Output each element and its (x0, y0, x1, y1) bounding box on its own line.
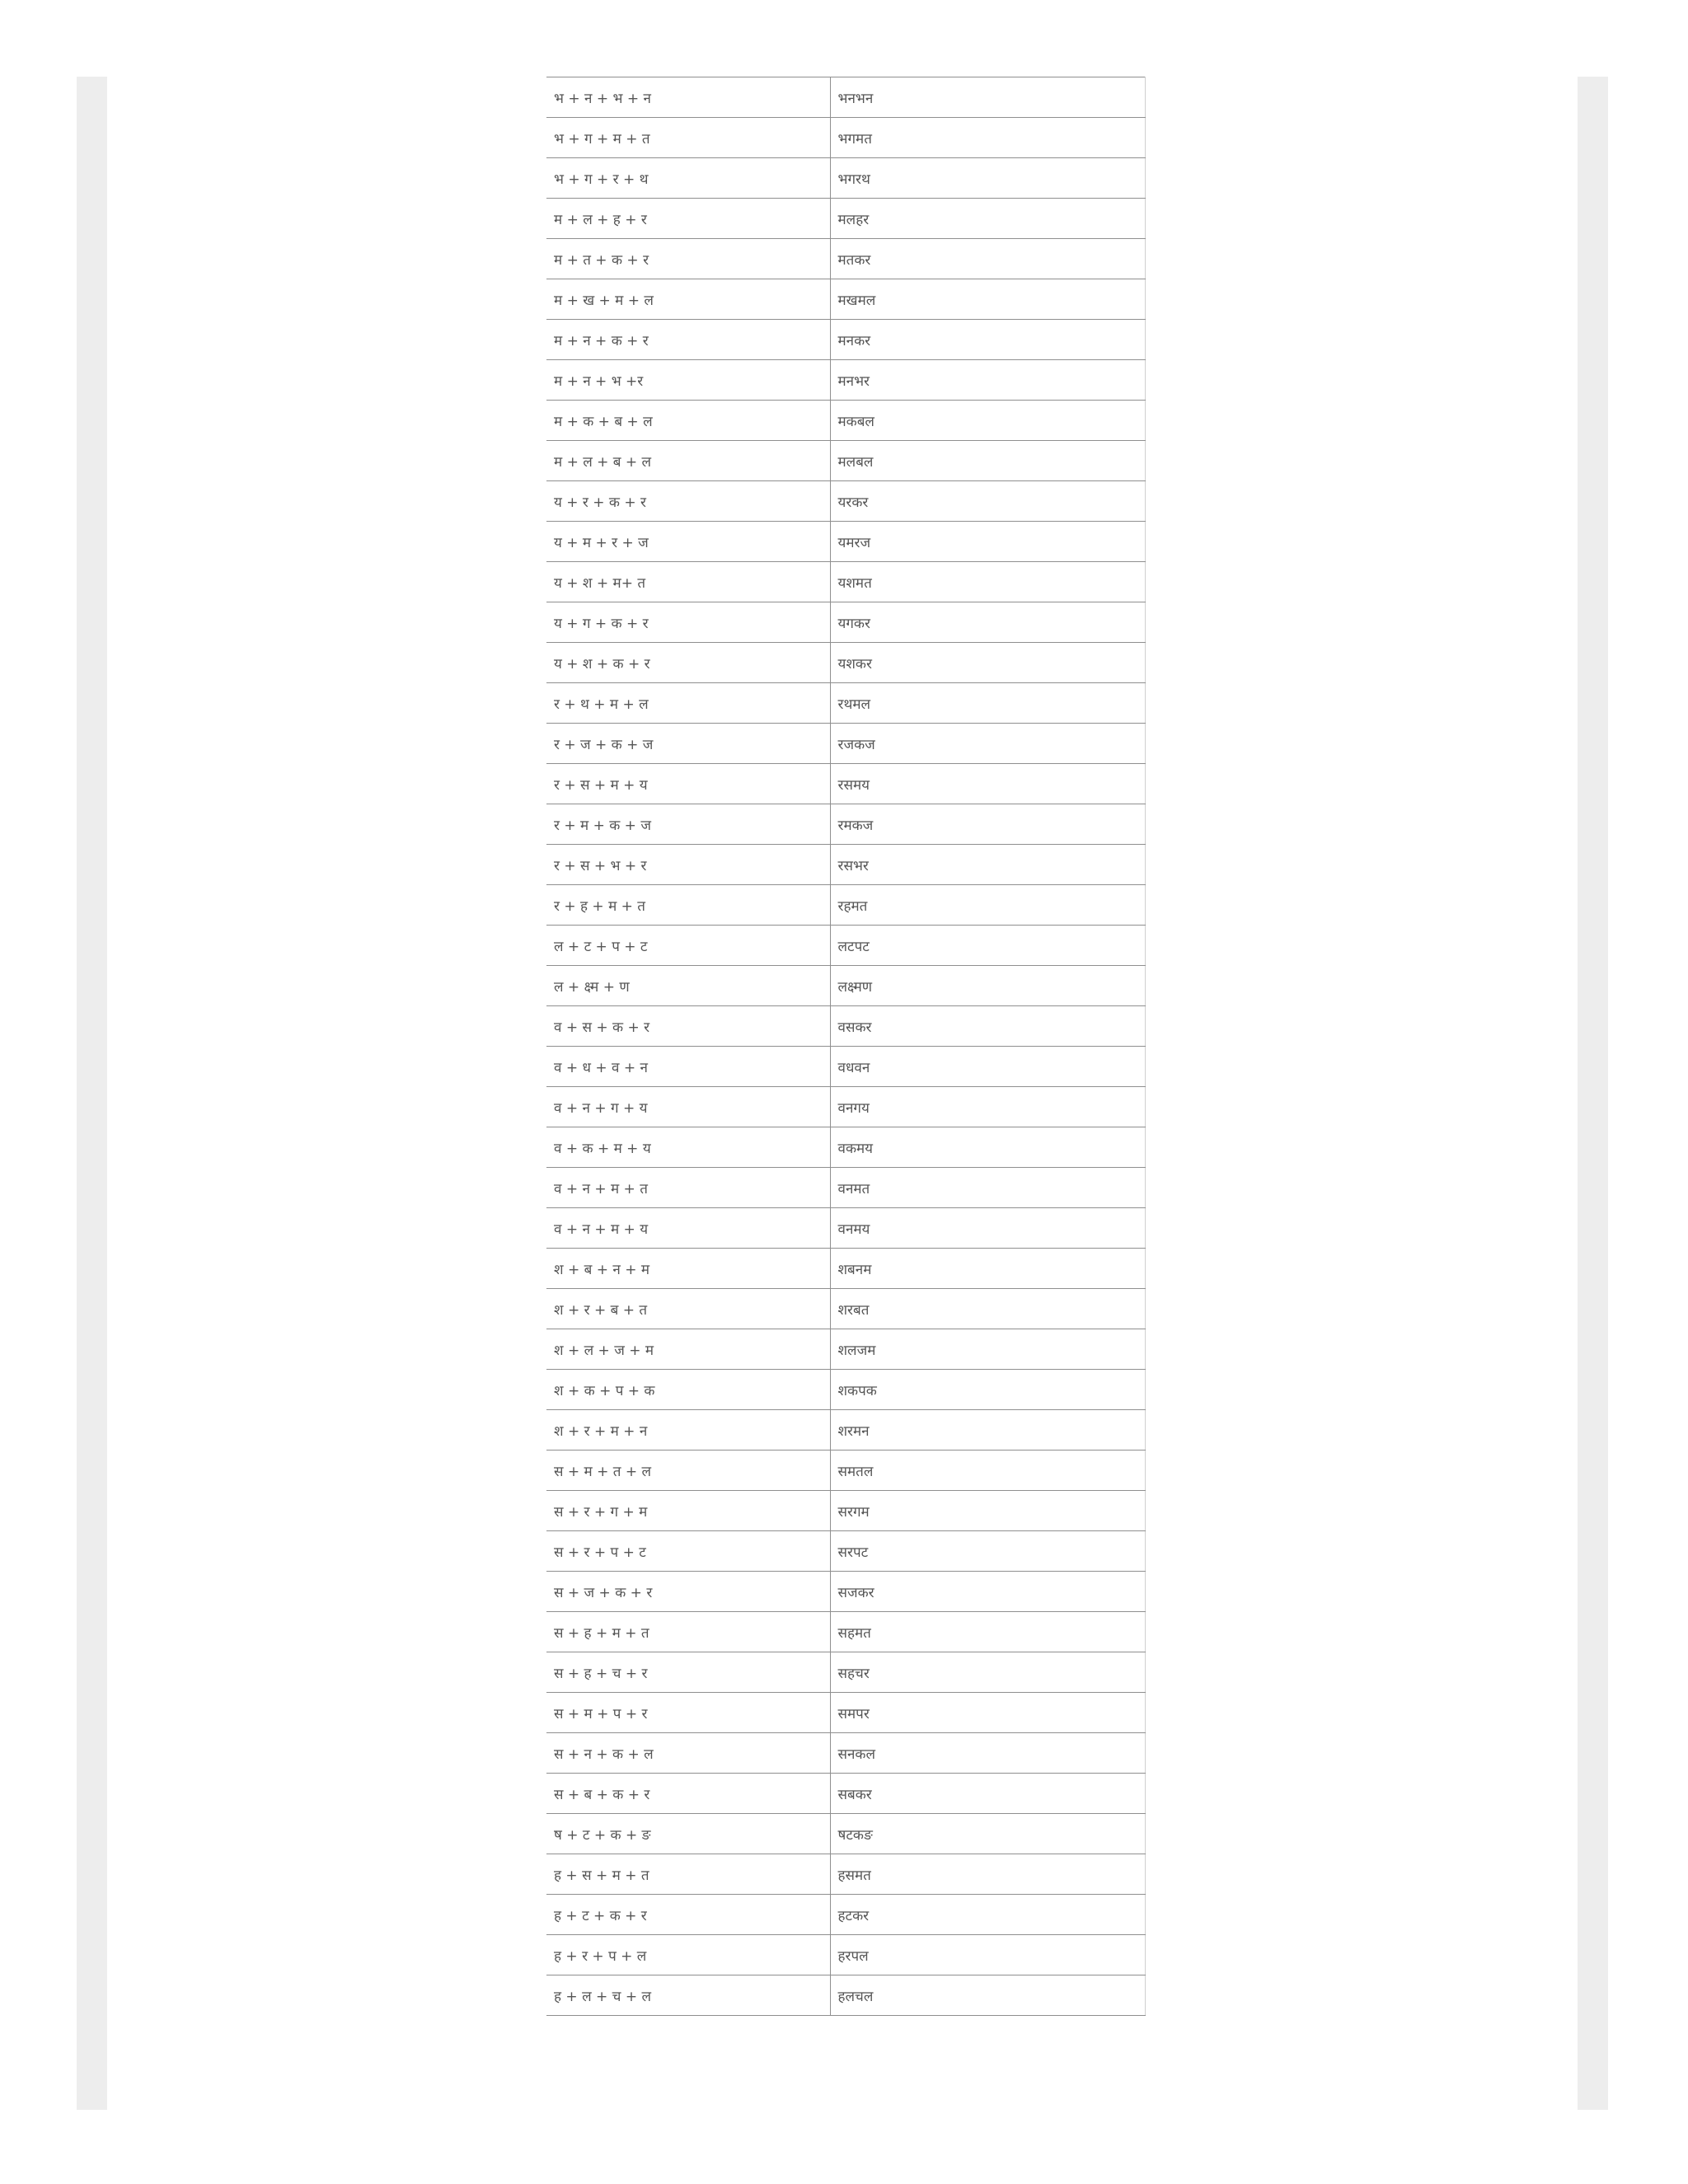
letter-combination-cell: ह + र + प + ल (546, 1935, 830, 1975)
table-row (546, 360, 1145, 401)
letter-combination-cell: र + थ + म + ल (546, 683, 830, 724)
word-cell: सहचर (830, 1652, 1145, 1693)
letter-combination-cell: भ + न + भ + न (546, 77, 830, 118)
letter-combination-cell: ह + स + म + त (546, 1854, 830, 1895)
word-cell: वकमय (830, 1127, 1145, 1168)
word-cell: हलचल (830, 1975, 1145, 2016)
letter-combination-cell: स + ह + म + त (546, 1612, 830, 1652)
word-cell: यशकर (830, 643, 1145, 683)
letter-combination-cell: व + न + म + य (546, 1208, 830, 1249)
table-row (546, 562, 1145, 602)
word-cell: रसभर (830, 845, 1145, 885)
table-row (546, 885, 1145, 926)
table-row (546, 764, 1145, 804)
table-row (546, 1693, 1145, 1733)
word-cell: शकपक (830, 1370, 1145, 1410)
word-cell: शरबत (830, 1289, 1145, 1329)
table-row (546, 1652, 1145, 1693)
letter-combination-cell: स + ह + च + र (546, 1652, 830, 1693)
table-row (546, 239, 1145, 279)
table-row (546, 522, 1145, 562)
word-cell: मखमल (830, 279, 1145, 320)
right-margin-bar (1578, 77, 1608, 2110)
word-cell: मकबल (830, 401, 1145, 441)
letter-combination-cell: व + न + म + त (546, 1168, 830, 1208)
table-row (546, 1047, 1145, 1087)
table-row (546, 1491, 1145, 1531)
table-row (546, 1935, 1145, 1975)
word-cell: यगकर (830, 602, 1145, 643)
letter-combination-cell: म + न + क + र (546, 320, 830, 360)
letter-combination-cell: य + ग + क + र (546, 602, 830, 643)
word-cell: सहमत (830, 1612, 1145, 1652)
table-row (546, 1329, 1145, 1370)
table-row (546, 320, 1145, 360)
table-row (546, 441, 1145, 481)
letter-combination-cell: र + ह + म + त (546, 885, 830, 926)
word-cell: सनकल (830, 1733, 1145, 1774)
word-cell: यरकर (830, 481, 1145, 522)
table-row (546, 1410, 1145, 1451)
letter-combination-cell: र + स + भ + र (546, 845, 830, 885)
word-cell: यशमत (830, 562, 1145, 602)
word-cell: यमरज (830, 522, 1145, 562)
word-cell: मलबल (830, 441, 1145, 481)
word-cell: वधवन (830, 1047, 1145, 1087)
word-cell: रसमय (830, 764, 1145, 804)
letter-combination-cell: श + ल + ज + म (546, 1329, 830, 1370)
letter-combination-cell: भ + ग + म + त (546, 118, 830, 158)
table-row (546, 1814, 1145, 1854)
letter-combination-cell: श + र + म + न (546, 1410, 830, 1451)
word-cell: हटकर (830, 1895, 1145, 1935)
letter-combination-cell: स + ब + क + र (546, 1774, 830, 1814)
word-cell: लटपट (830, 926, 1145, 966)
word-cell: भगरथ (830, 158, 1145, 199)
letter-combination-cell: र + ज + क + ज (546, 724, 830, 764)
table-row (546, 1249, 1145, 1289)
table-row (546, 77, 1145, 118)
left-margin-bar (77, 77, 107, 2110)
table-row (546, 401, 1145, 441)
letter-combination-cell: व + ध + व + न (546, 1047, 830, 1087)
table-row (546, 481, 1145, 522)
table-row (546, 1127, 1145, 1168)
word-cell: शबनम (830, 1249, 1145, 1289)
letter-combination-cell: स + न + क + ल (546, 1733, 830, 1774)
letter-combination-cell: स + र + प + ट (546, 1531, 830, 1572)
letter-combination-cell: ह + ट + क + र (546, 1895, 830, 1935)
letter-combination-cell: म + न + भ +र (546, 360, 830, 401)
letter-combination-cell: स + ज + क + र (546, 1572, 830, 1612)
word-cell: मलहर (830, 199, 1145, 239)
table-row (546, 1006, 1145, 1047)
letter-combination-cell: म + ल + ह + र (546, 199, 830, 239)
word-cell: शरमन (830, 1410, 1145, 1451)
word-cell: वनमय (830, 1208, 1145, 1249)
word-cell: सरगम (830, 1491, 1145, 1531)
table-row (546, 1531, 1145, 1572)
word-cell: षटकङ (830, 1814, 1145, 1854)
table-row (546, 643, 1145, 683)
table-row (546, 1087, 1145, 1127)
table-row (546, 926, 1145, 966)
word-cell: मनभर (830, 360, 1145, 401)
table-row (546, 1854, 1145, 1895)
letter-combination-cell: य + र + क + र (546, 481, 830, 522)
table-row (546, 118, 1145, 158)
word-cell: समतल (830, 1451, 1145, 1491)
letter-combination-cell: र + स + म + य (546, 764, 830, 804)
letter-combination-cell: श + क + प + क (546, 1370, 830, 1410)
table-row (546, 1451, 1145, 1491)
letter-combination-cell: य + म + र + ज (546, 522, 830, 562)
table-row (546, 724, 1145, 764)
word-cell: मतकर (830, 239, 1145, 279)
word-cell: शलजम (830, 1329, 1145, 1370)
table-row (546, 602, 1145, 643)
word-cell: लक्ष्मण (830, 966, 1145, 1006)
letter-combination-cell: श + ब + न + म (546, 1249, 830, 1289)
table-row (546, 1774, 1145, 1814)
letter-combination-cell: स + म + प + र (546, 1693, 830, 1733)
word-cell: रथमल (830, 683, 1145, 724)
table-row (546, 804, 1145, 845)
table-row (546, 1975, 1145, 2016)
table-row (546, 683, 1145, 724)
word-cell: सजकर (830, 1572, 1145, 1612)
letter-combination-cell: य + श + क + र (546, 643, 830, 683)
letter-combination-cell: य + श + म+ त (546, 562, 830, 602)
word-cell: सरपट (830, 1531, 1145, 1572)
table-row (546, 158, 1145, 199)
letter-combination-cell: ष + ट + क + ङ (546, 1814, 830, 1854)
word-cell: हसमत (830, 1854, 1145, 1895)
letter-combination-cell: भ + ग + र + थ (546, 158, 830, 199)
letter-combination-cell: म + ख + म + ल (546, 279, 830, 320)
table-body (546, 77, 1145, 2016)
table-row (546, 966, 1145, 1006)
table-row (546, 1612, 1145, 1652)
word-cell: रजकज (830, 724, 1145, 764)
word-cell: भगमत (830, 118, 1145, 158)
word-cell: समपर (830, 1693, 1145, 1733)
table-row (546, 1208, 1145, 1249)
letter-combination-cell: स + म + त + ल (546, 1451, 830, 1491)
letter-combination-cell: म + ल + ब + ल (546, 441, 830, 481)
word-cell: हरपल (830, 1935, 1145, 1975)
letter-combination-cell: व + स + क + र (546, 1006, 830, 1047)
letter-combination-cell: म + त + क + र (546, 239, 830, 279)
letter-combination-cell: स + र + ग + म (546, 1491, 830, 1531)
letter-combination-cell: श + र + ब + त (546, 1289, 830, 1329)
letter-combination-cell: ल + ट + प + ट (546, 926, 830, 966)
table-row (546, 1370, 1145, 1410)
table-row (546, 1168, 1145, 1208)
table-row (546, 1572, 1145, 1612)
word-cell: रमकज (830, 804, 1145, 845)
letter-combination-cell: व + न + ग + य (546, 1087, 830, 1127)
word-cell: वनमत (830, 1168, 1145, 1208)
table-row (546, 845, 1145, 885)
table-row (546, 199, 1145, 239)
word-cell: वनगय (830, 1087, 1145, 1127)
word-cell: सबकर (830, 1774, 1145, 1814)
word-cell: वसकर (830, 1006, 1145, 1047)
letter-combination-cell: ल + क्ष्म + ण (546, 966, 830, 1006)
table-row (546, 1733, 1145, 1774)
word-cell: भनभन (830, 77, 1145, 118)
table-row (546, 1289, 1145, 1329)
word-cell: मनकर (830, 320, 1145, 360)
table-row (546, 1895, 1145, 1935)
word-formation-table (546, 77, 1146, 2016)
letter-combination-cell: ह + ल + च + ल (546, 1975, 830, 2016)
letter-combination-cell: व + क + म + य (546, 1127, 830, 1168)
table-row (546, 279, 1145, 320)
letter-combination-cell: र + म + क + ज (546, 804, 830, 845)
word-cell: रहमत (830, 885, 1145, 926)
letter-combination-cell: म + क + ब + ल (546, 401, 830, 441)
